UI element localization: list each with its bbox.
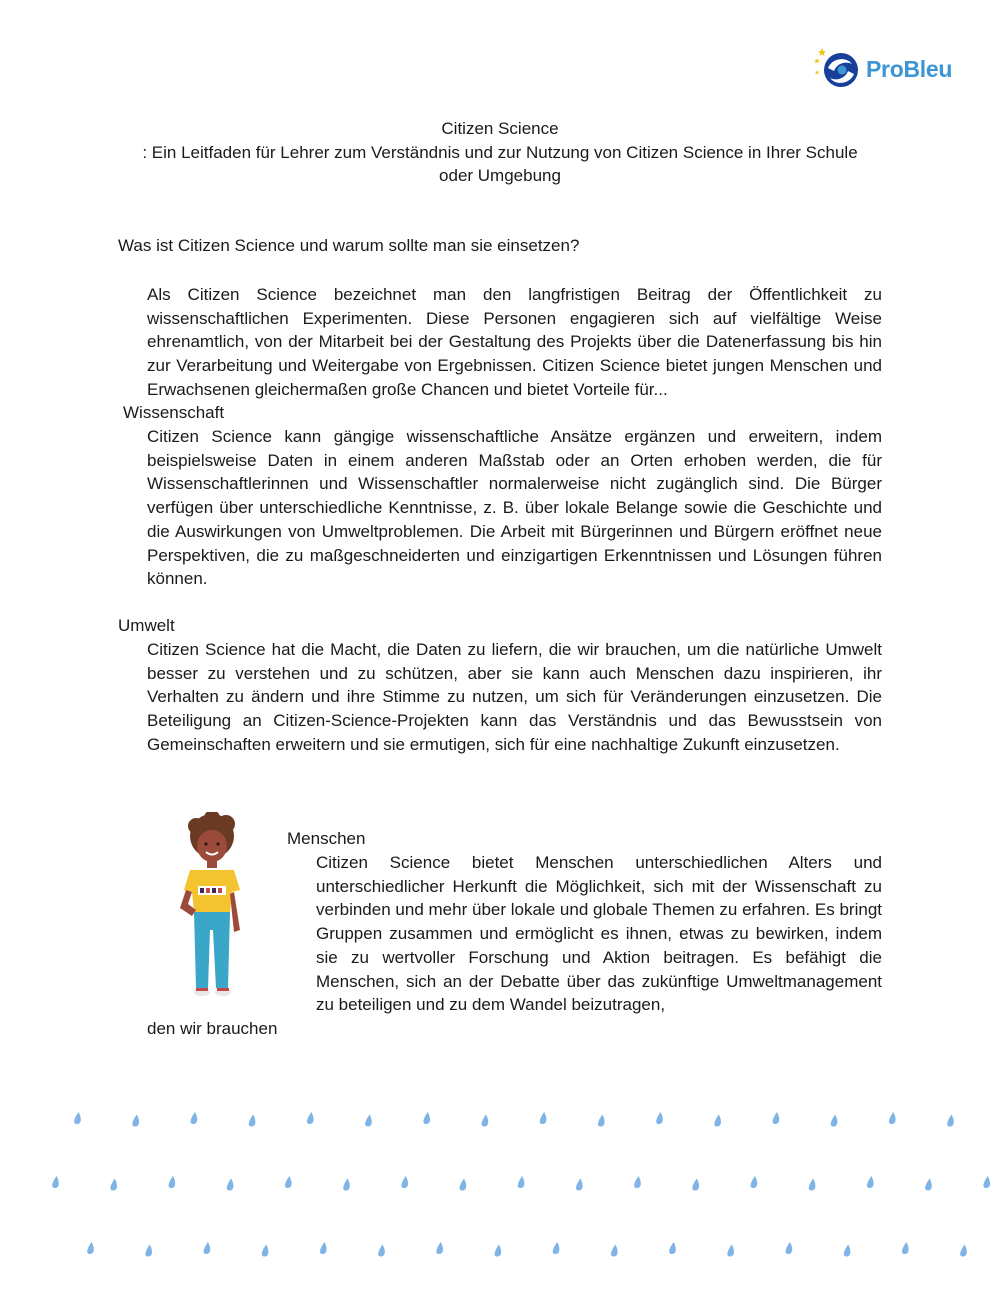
umwelt-paragraph: Citizen Science hat die Macht, die Daten zu liefern, die wir brauchen, um die natürliche Umwelt besser zu verstehen und zu schützen, aber sie kann auch Menschen dazu inspirieren, ihr Verhalten zu ändern und ihre Stimme zu nutzen, um sich für Veränderungen einzusetzen. Die Beteiligung an Citizen-Science-Projekten kann das Verständnis und das Bewusstsein von Gemeinschaften erweitern und sie ermutigen, sich für eine nachhaltige Zukunft einzusetzen. — [147, 640, 882, 754]
document-subtitle-line2: oder Umgebung — [439, 166, 561, 186]
water-drop-icon — [132, 1115, 139, 1127]
water-drop-icon — [423, 1112, 430, 1124]
water-drop-icon — [365, 1115, 372, 1127]
umwelt-heading: Umwelt — [118, 616, 175, 635]
water-drop-icon — [110, 1179, 117, 1191]
water-drop-icon — [611, 1245, 618, 1257]
water-drop-icon — [169, 1176, 176, 1188]
water-drop-icon — [831, 1115, 838, 1127]
water-drop-icon — [495, 1245, 502, 1257]
water-drop-icon — [343, 1179, 350, 1191]
water-drop-icon — [751, 1176, 758, 1188]
water-drop-icon — [714, 1115, 721, 1127]
water-drop-icon — [540, 1112, 547, 1124]
water-drop-icon — [553, 1242, 560, 1254]
water-drop-icon — [307, 1112, 314, 1124]
probleu-logo — [812, 46, 972, 94]
water-drop-icon — [947, 1115, 954, 1127]
water-drop-icon — [249, 1115, 256, 1127]
water-drop-icon — [656, 1112, 663, 1124]
water-drop-icon — [482, 1115, 489, 1127]
water-drop-icon — [634, 1176, 641, 1188]
water-drop-icon — [773, 1112, 780, 1124]
water-drop-icon — [52, 1176, 59, 1188]
water-drop-icon — [576, 1179, 583, 1191]
child-illustration-icon — [168, 812, 258, 1002]
menschen-heading: Menschen — [287, 829, 366, 848]
water-drop-icon — [87, 1242, 94, 1254]
water-drop-icon — [786, 1242, 793, 1254]
document-subtitle-line1: : Ein Leitfaden für Lehrer zum Verständnis und zur Nutzung von Citizen Science in Ihrer Schule — [142, 142, 858, 162]
probleu-logo-icon — [812, 46, 862, 94]
water-drop-icon — [227, 1179, 234, 1191]
water-drop-icon — [867, 1176, 874, 1188]
wissenschaft-paragraph: Citizen Science kann gängige wissenschaftliche Ansätze ergänzen und erweitern, indem beispielsweise Daten in einem anderen Maßstab oder an Orten erhoben werden, die für Wissenschaftlerinnen und Wissenschaftler normalerweise nicht zugänglich sind. Die Bürger verfügen über unterschiedliche Kenntnisse, z. B. über lokale Belange sowie die Geschichte und die Auswirkungen von Umweltproblemen. Die Arbeit mit Bürgerinnen und Bürgern eröffnet neue Perspektiven, die zu maßgeschneiderten und einzigartigen Erkenntnissen und Lösungen führen können. — [147, 427, 882, 589]
water-drop-icon — [727, 1245, 734, 1257]
water-drop-icon — [74, 1112, 81, 1124]
water-drop-icon — [889, 1112, 896, 1124]
water-drop-icon — [285, 1176, 292, 1188]
water-drop-icon — [204, 1242, 211, 1254]
water-drop-icon — [518, 1176, 525, 1188]
water-drop-icon — [960, 1245, 967, 1257]
intro-paragraph: Als Citizen Science bezeichnet man den langfristigen Beitrag der Öffentlichkeit zu wissenschaftlichen Experimenten. Diese Personen engagieren sich auf vielfältige Weise ehrenamtlich, von der Mitarbeit bei der Gestaltung des Projekts über die Datenerfassung bis hin zur Verarbeitung und Weitergabe von Ergebnissen. Citizen Science bietet jungen Menschen und Erwachsenen gleichermaßen große Chancen und bietet Vorteile für... — [147, 285, 882, 399]
water-drop-icon — [460, 1179, 467, 1191]
water-drop-icon — [401, 1176, 408, 1188]
water-drop-icon — [809, 1179, 816, 1191]
water-drop-icon — [669, 1242, 676, 1254]
wissenschaft-heading: Wissenschaft — [123, 403, 225, 422]
menschen-paragraph-tail: den wir brauchen — [147, 1019, 278, 1038]
logo-text: ProBleu — [866, 56, 953, 82]
water-drop-icon — [262, 1245, 269, 1257]
water-drop-icon — [191, 1112, 198, 1124]
menschen-paragraph: Citizen Science bietet Menschen unterschiedlichen Alters und unterschiedlicher Herkunft die Möglichkeit, sich mit der Wissenschaft zu verbinden und mehr über lokale und globale Themen zu erfahren. Es bringt Gruppen zusammen und ermöglicht es ihnen, etwas zu bewirken, indem sie zu wertvoller Forschung und Aktion beitragen. Es befähigt die Menschen, sich an der Debatte über das zukünftige Umweltmanagement zu beteiligen und zu dem Wandel beizutragen, — [316, 853, 882, 1015]
water-drop-icon — [436, 1242, 443, 1254]
water-drop-pattern — [0, 1100, 1000, 1290]
water-drop-icon — [902, 1242, 909, 1254]
water-drop-icon — [378, 1245, 385, 1257]
section-heading: Was ist Citizen Science und warum sollte man sie einsetzen? — [118, 236, 580, 255]
document-title-block — [110, 117, 890, 188]
water-drop-icon — [925, 1179, 932, 1191]
water-drop-icon — [598, 1115, 605, 1127]
water-drop-icon — [692, 1179, 699, 1191]
document-title: Citizen Science — [441, 119, 559, 138]
water-drop-icon — [983, 1176, 990, 1188]
water-drop-icon — [844, 1245, 851, 1257]
water-drop-icon — [320, 1242, 327, 1254]
water-drop-icon — [145, 1245, 152, 1257]
